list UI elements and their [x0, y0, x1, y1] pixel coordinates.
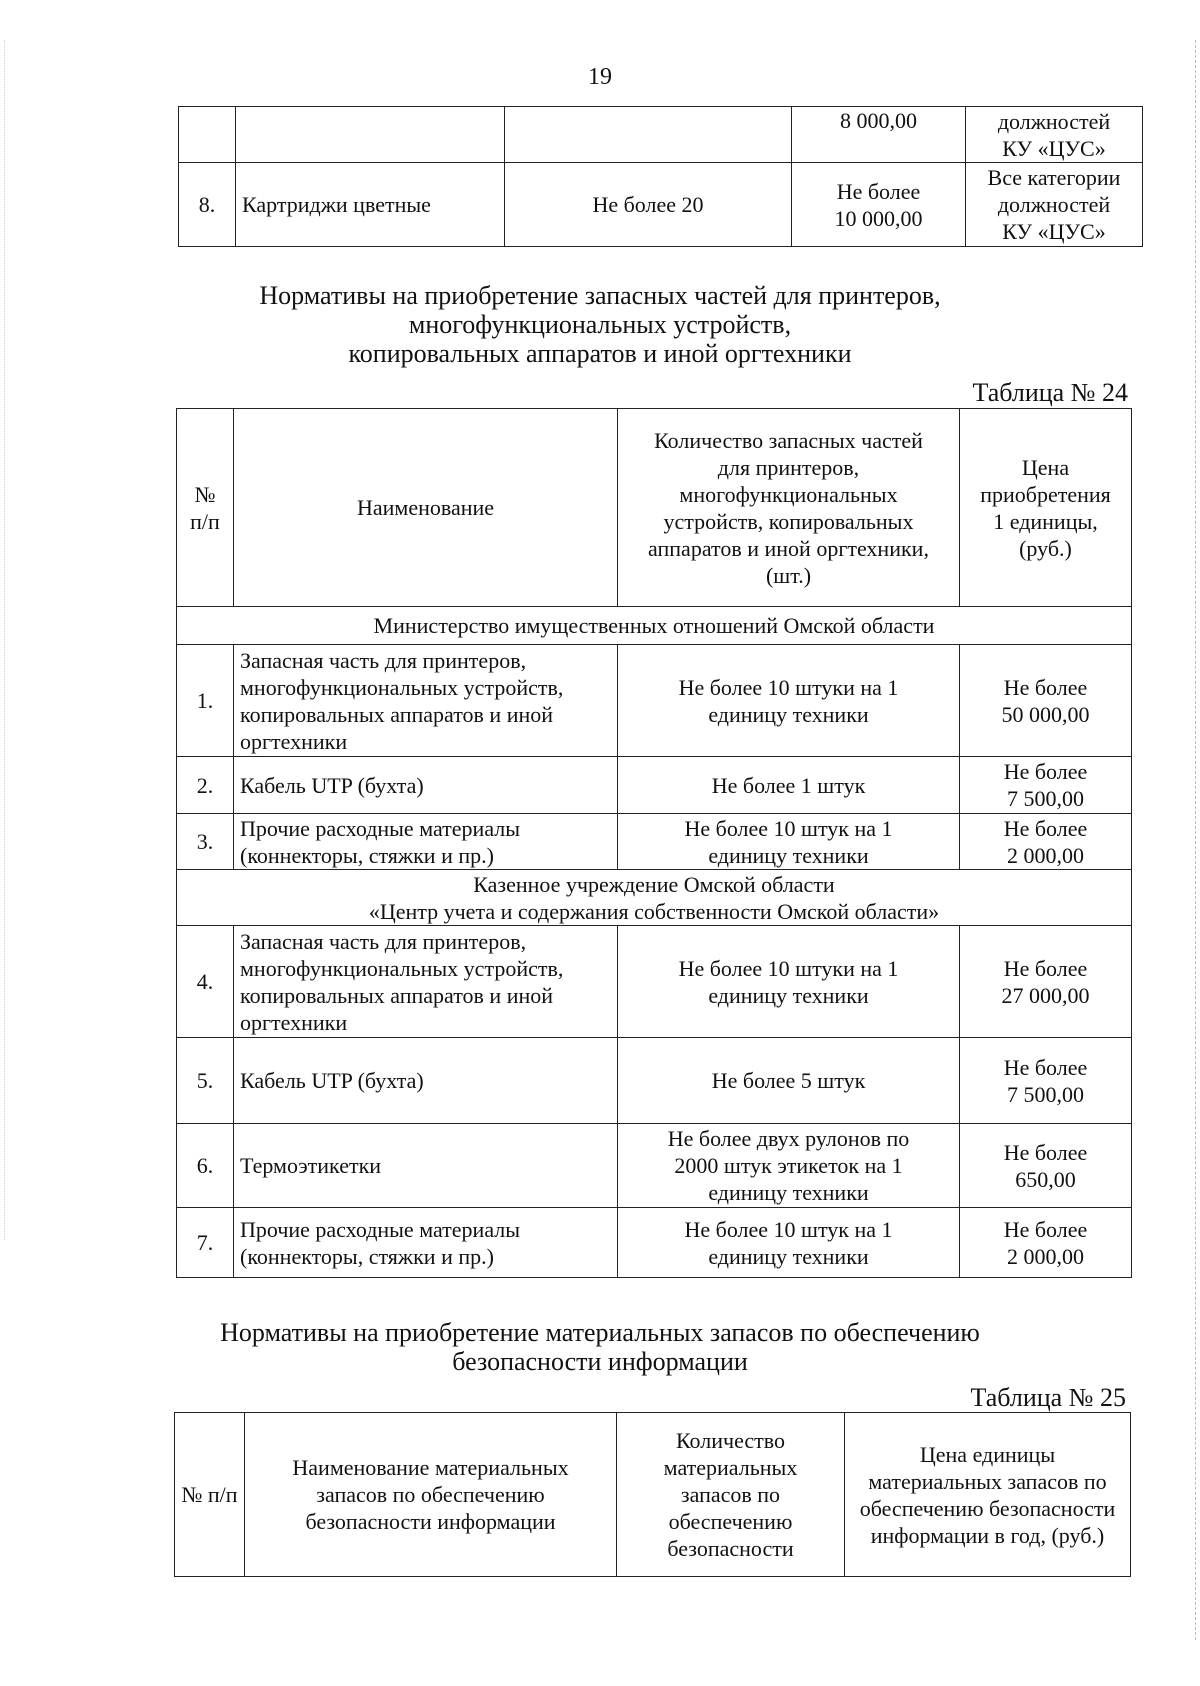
quantity-cell: Не более 1 штук — [618, 757, 960, 814]
table-row — [177, 645, 1132, 757]
table-row — [179, 107, 1143, 163]
price-cell: Не более 7 500,00 — [960, 1038, 1132, 1124]
table-header-row — [177, 409, 1132, 607]
quantity-cell: Не более двух рулонов по 2000 штук этикеток на 1 единицу техники — [618, 1124, 960, 1208]
table-row — [179, 163, 1143, 247]
item-name-cell: Прочие расходные материалы (коннекторы, стяжки и пр.) — [234, 1208, 618, 1278]
table-row — [177, 814, 1132, 870]
row-number-cell: 2. — [177, 757, 234, 814]
price-cell: Не более 50 000,00 — [960, 645, 1132, 757]
page-number: 19 — [588, 64, 612, 90]
price-cell: Не более 2 000,00 — [960, 814, 1132, 870]
group-institution: Казенное учреждение Омской области «Центр учета и содержания собственности Омской области» — [177, 870, 1132, 926]
quantity-cell: Не более 10 штук на 1 единицу техники — [618, 814, 960, 870]
header-number: № п/п — [177, 409, 234, 607]
quantity-cell: Не более 5 штук — [618, 1038, 960, 1124]
quantity-cell: Не более 10 штуки на 1 единицу техники — [618, 645, 960, 757]
price-cell: Не более 10 000,00 — [792, 163, 966, 247]
price-cell: Не более 27 000,00 — [960, 926, 1132, 1038]
quantity-cell — [505, 107, 792, 163]
item-name-cell — [236, 107, 505, 163]
row-number-cell — [179, 107, 236, 163]
header-quantity: Количество материальных запасов по обеспечению безопасности — [617, 1413, 845, 1577]
table-row — [177, 1124, 1132, 1208]
header-price: Цена единицы материальных запасов по обеспечению безопасности информации в год, (руб.) — [845, 1413, 1131, 1577]
row-number-cell: 1. — [177, 645, 234, 757]
table-header-row — [175, 1413, 1131, 1577]
header-name: Наименование материальных запасов по обеспечению безопасности информации — [245, 1413, 617, 1577]
price-cell: Не более 2 000,00 — [960, 1208, 1132, 1278]
row-number-cell: 4. — [177, 926, 234, 1038]
header-price: Цена приобретения 1 единицы, (руб.) — [960, 409, 1132, 607]
group-ministry: Министерство имущественных отношений Омской области — [177, 607, 1132, 645]
scan-edge-right — [1195, 40, 1197, 1640]
header-name: Наименование — [234, 409, 618, 607]
positions-cell: должностей КУ «ЦУС» — [966, 107, 1143, 163]
item-name-cell: Запасная часть для принтеров, многофункциональных устройств, копировальных аппаратов и иной оргтехники — [234, 926, 618, 1038]
table-25 — [174, 1412, 1131, 1577]
quantity-cell: Не более 20 — [505, 163, 792, 247]
item-name-cell: Кабель UTP (бухта) — [234, 1038, 618, 1124]
price-cell: Не более 7 500,00 — [960, 757, 1132, 814]
item-name-cell: Термоэтикетки — [234, 1124, 618, 1208]
group-row — [177, 870, 1132, 926]
row-number-cell: 7. — [177, 1208, 234, 1278]
row-number-cell: 5. — [177, 1038, 234, 1124]
quantity-cell: Не более 10 штуки на 1 единицу техники — [618, 926, 960, 1038]
section-24-title: Нормативы на приобретение запасных частей для принтеров, многофункциональных устройств, копировальных аппаратов и иной оргтехники — [259, 281, 941, 368]
header-quantity: Количество запасных частей для принтеров, многофункциональных устройств, копировальных аппаратов и иной оргтехники, (шт.) — [618, 409, 960, 607]
scan-edge-left — [4, 40, 6, 1240]
table-24 — [176, 408, 1132, 1278]
row-number-cell: 6. — [177, 1124, 234, 1208]
item-name-cell: Прочие расходные материалы (коннекторы, стяжки и пр.) — [234, 814, 618, 870]
price-cell: 8 000,00 — [792, 107, 966, 163]
row-number-cell: 8. — [179, 163, 236, 247]
group-row — [177, 607, 1132, 645]
continued-table — [178, 106, 1143, 247]
table-24-label: Таблица № 24 — [972, 378, 1128, 407]
row-number-cell: 3. — [177, 814, 234, 870]
item-name-cell: Картриджи цветные — [236, 163, 505, 247]
table-row — [177, 1038, 1132, 1124]
item-name-cell: Запасная часть для принтеров, многофункциональных устройств, копировальных аппаратов и иной оргтехники — [234, 645, 618, 757]
table-25-label: Таблица № 25 — [970, 1383, 1126, 1412]
positions-cell: Все категории должностей КУ «ЦУС» — [966, 163, 1143, 247]
header-number: № п/п — [175, 1413, 245, 1577]
table-row — [177, 757, 1132, 814]
item-name-cell: Кабель UTP (бухта) — [234, 757, 618, 814]
section-25-title: Нормативы на приобретение материальных запасов по обеспечению безопасности информации — [220, 1318, 980, 1376]
table-row — [177, 1208, 1132, 1278]
quantity-cell: Не более 10 штук на 1 единицу техники — [618, 1208, 960, 1278]
price-cell: Не более 650,00 — [960, 1124, 1132, 1208]
table-row — [177, 926, 1132, 1038]
